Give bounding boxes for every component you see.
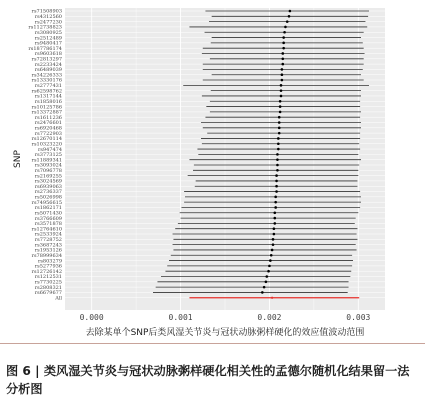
estimate-point: [280, 95, 283, 98]
snp-label: rs1212531: [34, 274, 62, 281]
snp-label: rs3080925: [34, 29, 62, 36]
snp-label: rs803279: [37, 258, 62, 265]
estimate-point: [282, 47, 285, 50]
estimate-point: [283, 31, 286, 34]
x-tick-label: 0.003: [346, 313, 371, 322]
snp-label: rs6939063: [34, 183, 62, 190]
estimate-point: [273, 211, 276, 214]
estimate-point: [263, 286, 266, 289]
estimate-point: [272, 238, 275, 241]
snp-label: rs1953126: [34, 247, 62, 254]
estimate-point: [267, 270, 270, 273]
estimate-point: [276, 164, 279, 167]
snp-label: rs4312560: [34, 14, 62, 21]
snp-label: rs3773125: [34, 152, 62, 159]
estimate-point: [288, 15, 291, 18]
estimate-point: [278, 116, 281, 119]
snp-label: rs5071430: [34, 210, 62, 217]
estimate-point: [274, 206, 277, 209]
snp-label: rs12670114: [31, 136, 62, 143]
x-tick-label: 0.001: [168, 313, 193, 322]
estimate-point: [276, 153, 279, 156]
estimate-point: [281, 79, 284, 82]
estimate-point: [273, 233, 276, 236]
snp-label: rs10323220: [31, 141, 62, 148]
estimate-point: [265, 275, 268, 278]
estimate-point: [281, 57, 284, 60]
snp-label: rs71508903: [31, 8, 62, 15]
caption-divider: [0, 343, 425, 344]
snp-label: rs9603618: [34, 51, 62, 58]
snp-label: rs187786174: [28, 45, 62, 52]
x-tick-label: 0.002: [257, 313, 282, 322]
all-point: [271, 297, 273, 299]
estimate-point: [279, 100, 282, 103]
snp-label: rs2477230: [34, 19, 62, 26]
figure-caption: 图 6 | 类风湿关节炎与冠状动脉粥样硬化相关性的孟德尔随机化结果留一法分析图: [6, 364, 410, 396]
y-axis-title: SNP: [13, 150, 23, 168]
estimate-point: [269, 259, 272, 262]
snp-label: rs6679677: [34, 290, 62, 297]
estimate-point: [282, 42, 285, 45]
estimate-point: [278, 127, 281, 130]
snp-label: rs7728752: [34, 237, 62, 244]
estimate-point: [282, 36, 285, 39]
estimate-point: [268, 265, 271, 268]
snp-label: rs6489039: [34, 67, 62, 74]
snp-label: rs3766609: [34, 215, 62, 222]
estimate-point: [275, 185, 278, 188]
snp-label: rs2233424: [34, 61, 62, 68]
estimate-point: [284, 26, 287, 29]
estimate-point: [281, 68, 284, 71]
estimate-point: [265, 281, 268, 284]
snp-label: rs1611236: [34, 114, 62, 121]
snp-label: rs1317144: [34, 93, 62, 100]
estimate-point: [277, 137, 280, 140]
estimate-point: [277, 142, 280, 145]
snp-label: rs34226333: [31, 72, 62, 79]
snp-label: rs11889341: [31, 157, 62, 164]
estimate-point: [279, 105, 282, 108]
estimate-point: [274, 196, 277, 199]
snp-label: rs13330176: [31, 77, 62, 84]
x-axis-title: 去除某单个SNP后类风湿关节炎与冠状动脉粥样硬化的效应值波动范围: [85, 328, 365, 338]
snp-label: rs947474: [37, 146, 62, 153]
snp-label: rs3024569: [34, 178, 62, 185]
estimate-point: [273, 227, 276, 230]
snp-label: rs72813297: [31, 56, 62, 63]
snp-label: rs5277936: [34, 263, 62, 270]
estimate-point: [280, 89, 283, 92]
snp-label: rs2476601: [34, 120, 62, 127]
snp-label: rs3571878: [34, 221, 62, 228]
snp-label: rs2777431: [34, 83, 62, 90]
estimate-point: [276, 169, 279, 172]
estimate-point: [277, 148, 280, 151]
estimate-point: [289, 10, 292, 13]
estimate-point: [281, 73, 284, 76]
snp-label: rs7096778: [34, 168, 62, 174]
estimate-point: [270, 254, 273, 257]
snp-label: rs7730225: [34, 279, 62, 286]
snp-label: rs74956615: [31, 199, 62, 206]
estimate-point: [261, 291, 264, 294]
estimate-point: [273, 217, 276, 220]
snp-label: rs2533924: [34, 231, 62, 238]
snp-label: rs2512489: [34, 35, 62, 42]
snp-label: rs62598762: [31, 88, 62, 95]
snp-label: rs6920468: [34, 125, 62, 132]
snp-label: rs10125786: [31, 104, 62, 111]
snp-label: rs12726142: [31, 268, 62, 275]
snp-label: rs78999634: [31, 252, 62, 259]
estimate-point: [281, 63, 284, 66]
x-tick-labels: [80, 313, 371, 322]
snp-label: rs9480417: [34, 40, 62, 47]
estimate-point: [286, 20, 289, 23]
estimate-point: [280, 84, 283, 87]
snp-label: rs7722903: [34, 130, 62, 137]
snp-label: rs1858016: [34, 98, 62, 105]
snp-label: rs2808321: [34, 284, 62, 291]
estimate-point: [275, 174, 278, 177]
snp-label: rs1862171: [34, 205, 62, 212]
estimate-point: [281, 52, 284, 55]
estimate-point: [274, 201, 277, 204]
snp-label: rs3687243: [34, 242, 62, 249]
snp-label: rs3093024: [34, 162, 62, 169]
estimate-point: [278, 132, 281, 135]
snp-label: rs13372887: [31, 109, 62, 116]
estimate-point: [275, 190, 278, 193]
x-tick-label: 0.000: [79, 313, 104, 322]
snp-label: All: [55, 295, 62, 302]
estimate-point: [276, 158, 279, 161]
estimate-point: [278, 121, 281, 124]
snp-label: rs2736337: [34, 189, 62, 196]
estimate-point: [279, 111, 282, 114]
estimate-point: [273, 222, 276, 225]
estimate-point: [275, 180, 278, 183]
estimate-point: [271, 249, 274, 252]
snp-label: rs112738823: [28, 24, 62, 31]
snp-label: rs12764610: [31, 226, 62, 233]
snp-label: rs2169255: [34, 173, 62, 180]
snp-tick-labels: [28, 9, 62, 302]
estimate-point: [272, 243, 275, 246]
snp-label: rs5026998: [34, 194, 62, 201]
